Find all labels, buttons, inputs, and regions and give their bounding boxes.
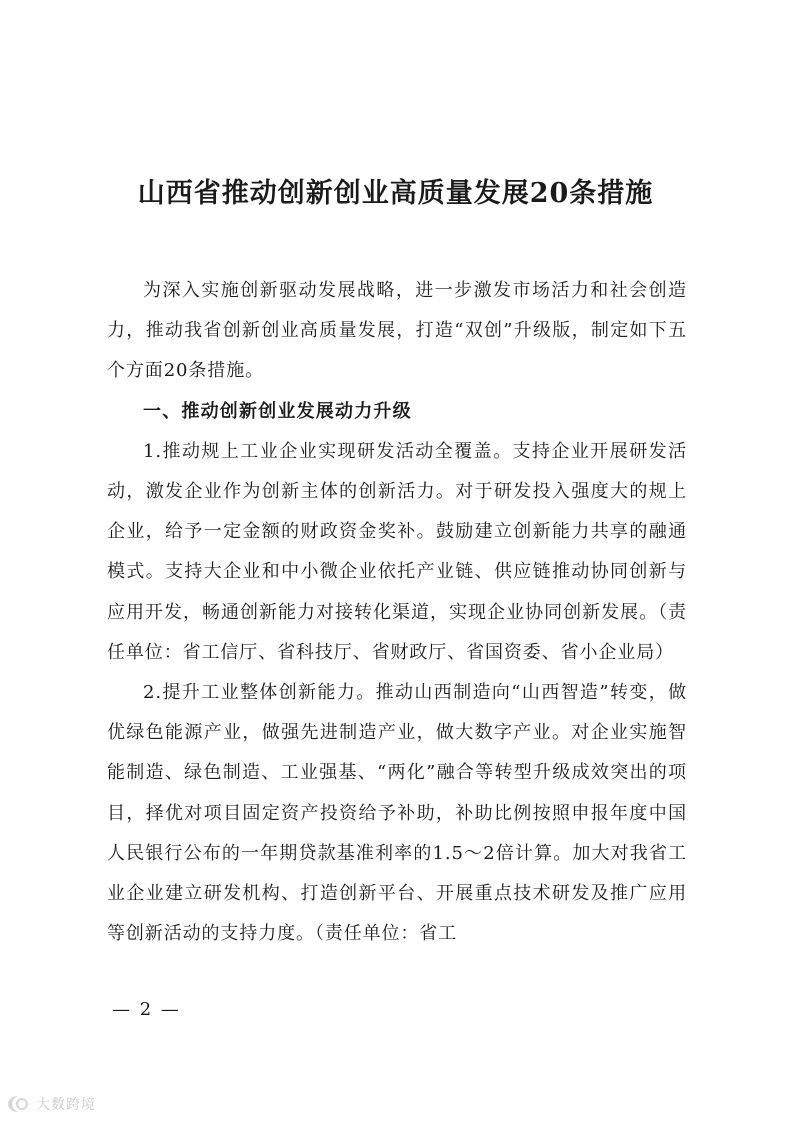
watermark-text: 大数跨境 <box>36 1097 96 1113</box>
page-number: — 2 — <box>112 999 181 1020</box>
document-body <box>107 271 687 954</box>
watermark <box>4 1093 96 1115</box>
measure-paragraph-2: 2.提升工业整体创新能力。推动山西制造向“山西智造”转变，做优绿色能源产业，做强先进制造产业，做大数字产业。对企业实施智能制造、绿色制造、工业强基、“两化”融合等转型升级成效突出的项目，择优对项目固定资产投资给予补助，补助比例按照申报年度中国人民银行公布的一年期贷款基准利率的1.5～2倍计算。加大对我省工业企业建立研发机构、打造创新平台、开展重点技术研发及推广应用等创新活动的支持力度。（责任单位：省工 <box>107 682 687 945</box>
section-heading: 一、推动创新创业发展动力升级 <box>143 400 412 422</box>
measure-paragraph-1: 1.推动规上工业企业实现研发活动全覆盖。支持企业开展研发活动，激发企业作为创新主体的创新活力。对于研发投入强度大的规上企业，给予一定金额的财政资金奖补。鼓励建立创新能力共享的融通模式。支持大企业和中小微企业依托产业链、供应链推动协同创新与应用开发，畅通创新能力对接转化渠道，实现企业协同创新发展。（责任单位：省工信厅、省科技厅、省财政厅、省国资委、省小企业局） <box>107 440 687 663</box>
watermark-logo-icon <box>4 1093 32 1115</box>
intro-paragraph: 为深入实施创新驱动发展战略，进一步激发市场活力和社会创造力，推动我省创新创业高质量发展，打造“双创”升级版，制定如下五个方面20条措施。 <box>107 280 687 382</box>
document-title: 山西省推动创新创业高质量发展20条措施 <box>137 178 654 209</box>
